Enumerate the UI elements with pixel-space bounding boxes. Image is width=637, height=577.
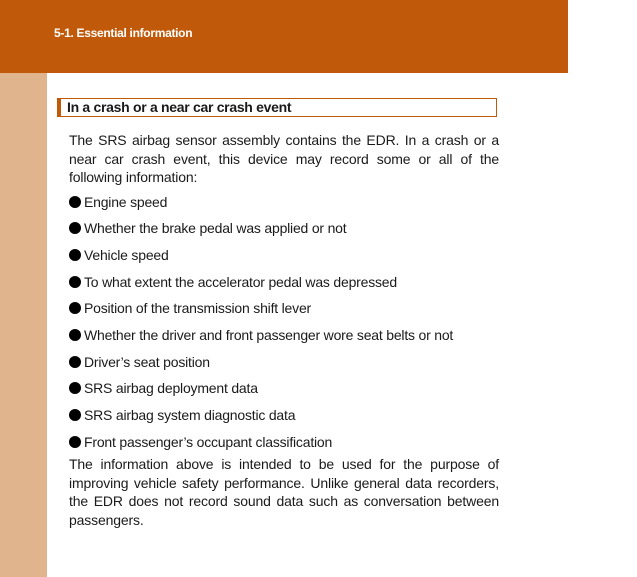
bullet-icon xyxy=(69,302,81,314)
bullet-icon xyxy=(69,356,81,368)
bullet-icon xyxy=(69,382,81,394)
recorded-data-list xyxy=(69,193,499,460)
list-item-label: To what extent the accelerator pedal was depressed xyxy=(84,273,397,290)
list-item xyxy=(69,326,499,353)
bullet-icon xyxy=(69,329,81,341)
list-item-label: Whether the brake pedal was applied or not xyxy=(84,220,347,237)
list-item-label: Whether the driver and front passenger wore seat belts or not xyxy=(84,326,454,343)
section-heading: In a crash or a near car crash event xyxy=(67,99,292,115)
list-item xyxy=(69,299,499,326)
list-item xyxy=(69,379,499,406)
list-item xyxy=(69,246,499,273)
content xyxy=(69,131,499,529)
bullet-icon xyxy=(69,436,81,448)
list-item xyxy=(69,406,499,433)
list-item-label: Position of the transmission shift lever xyxy=(84,300,311,317)
side-bar xyxy=(0,73,47,577)
bullet-icon xyxy=(69,249,81,261)
bullet-icon xyxy=(69,196,81,208)
bullet-icon xyxy=(69,222,81,234)
list-item xyxy=(69,353,499,380)
list-item xyxy=(69,219,499,246)
bullet-icon xyxy=(69,276,81,288)
list-item xyxy=(69,193,499,220)
heading-box xyxy=(57,98,497,117)
list-item xyxy=(69,273,499,300)
header-bar xyxy=(0,0,568,73)
list-item-label: SRS airbag system diagnostic data xyxy=(84,407,296,423)
closing-paragraph: The information above is intended to be used for the purpose of improving vehicle safety performance. Unlike general data recorders, the EDR does not record sound data such as conversation between passengers. xyxy=(69,456,499,528)
bullet-icon xyxy=(69,409,81,421)
list-item-label: Driver’s seat position xyxy=(84,353,210,370)
list-item-label: SRS airbag deployment data xyxy=(84,380,258,397)
intro-paragraph: The SRS airbag sensor assembly contains the EDR. In a crash or a near car crash event, this device may record some or all of the following information: xyxy=(69,132,499,185)
section-label: 5-1. Essential information xyxy=(54,26,193,40)
list-item-label: Vehicle speed xyxy=(84,246,169,263)
list-item-label: Engine speed xyxy=(84,193,168,210)
list-item-label: Front passenger’s occupant classification xyxy=(84,433,333,450)
